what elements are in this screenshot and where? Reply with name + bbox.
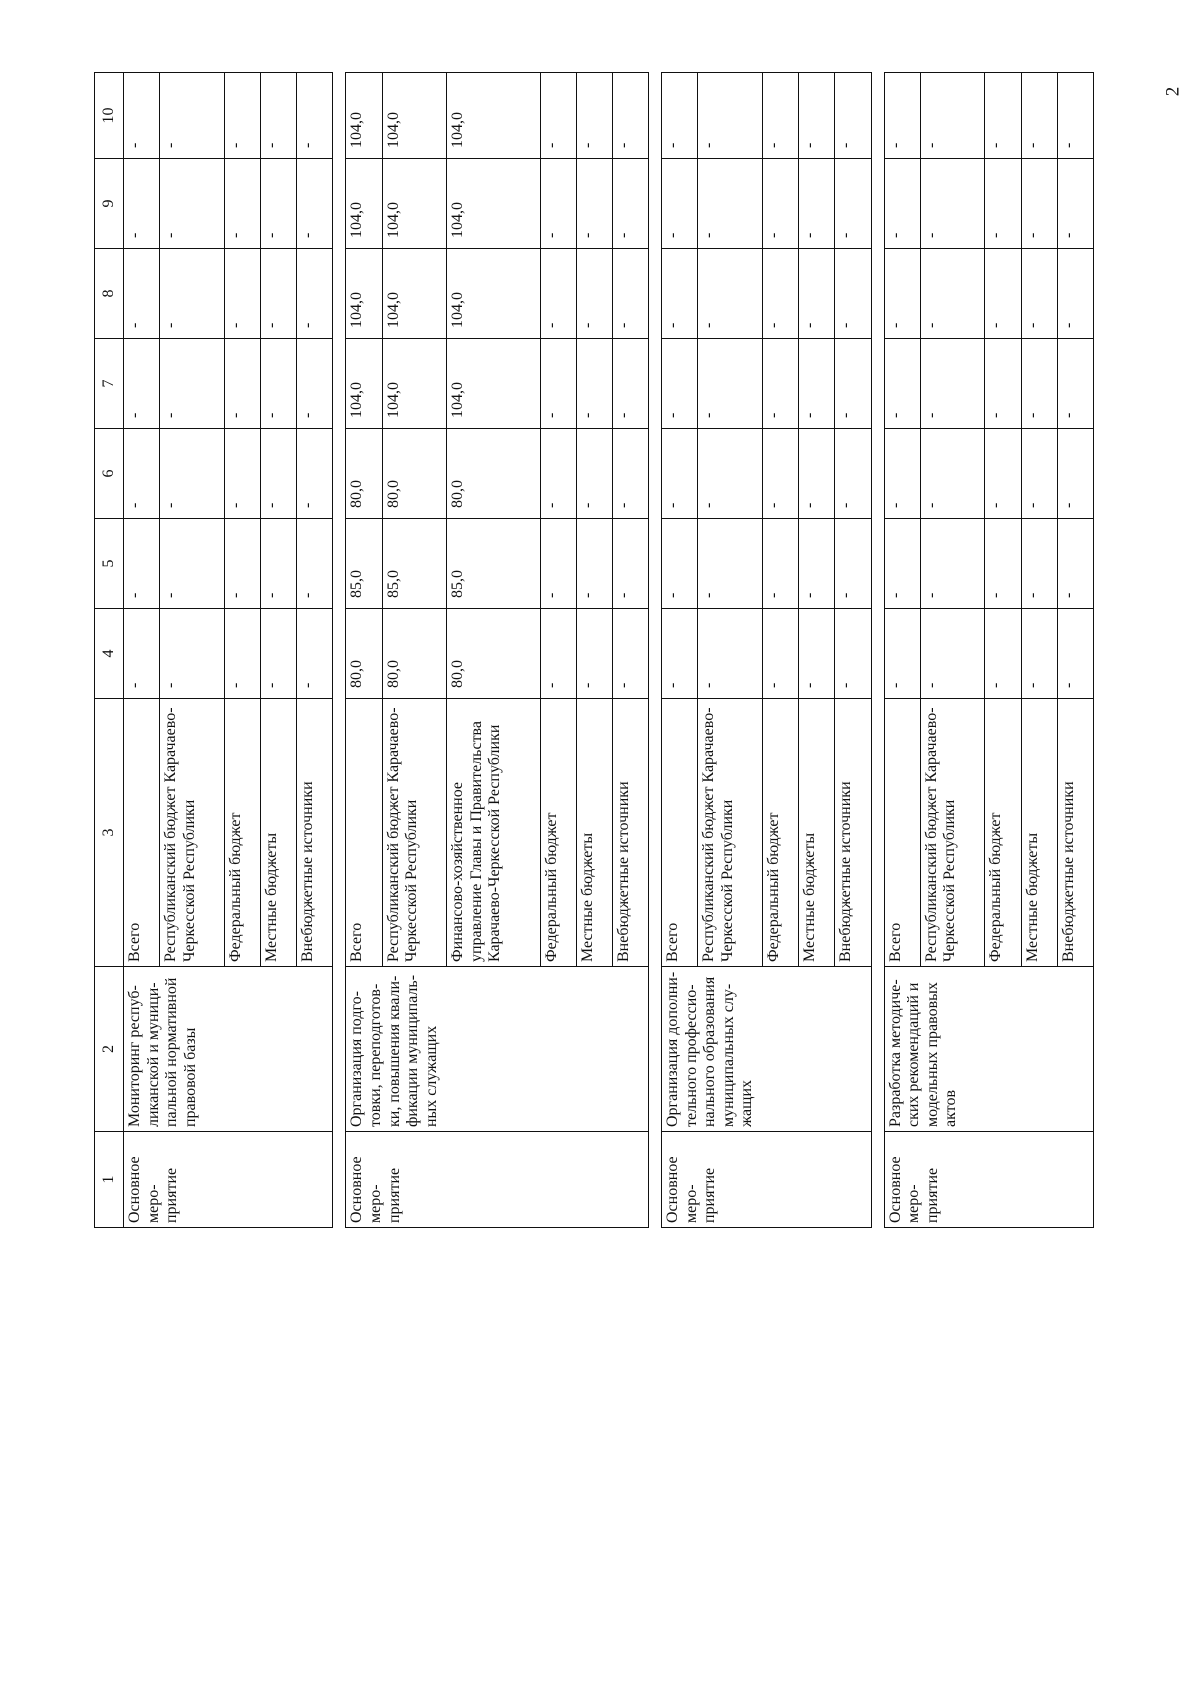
funding-source-cell: Федеральный бюджет [985, 699, 1021, 967]
value-cell: - [1021, 339, 1057, 429]
value-cell: 80,0 [346, 609, 382, 699]
value-cell: - [160, 339, 225, 429]
value-cell: - [160, 73, 225, 159]
funding-source-cell: Республиканский бюджет Карачаево-Черкесской Республики [382, 699, 447, 967]
value-cell: - [1057, 609, 1093, 699]
value-cell: - [884, 159, 920, 249]
value-cell: - [799, 73, 835, 159]
value-cell: - [920, 249, 985, 339]
value-cell: - [985, 159, 1021, 249]
value-cell: - [799, 249, 835, 339]
value-cell: - [835, 249, 871, 339]
table-row [884, 73, 920, 1228]
value-cell: - [662, 339, 698, 429]
value-cell: 104,0 [346, 249, 382, 339]
value-cell: - [540, 429, 576, 519]
value-cell: - [576, 159, 612, 249]
value-cell: - [762, 73, 798, 159]
table-row [346, 73, 382, 1228]
funding-source-cell: Внебюджетные источники [1057, 699, 1093, 967]
funding-source-cell: Республиканский бюджет Карачаево-Черкесской Республики [698, 699, 763, 967]
separator-cell [333, 73, 346, 1228]
value-cell: 104,0 [447, 73, 540, 159]
value-cell: - [698, 73, 763, 159]
value-cell: - [762, 339, 798, 429]
value-cell: - [1021, 159, 1057, 249]
header-row [95, 73, 124, 1228]
value-cell: 85,0 [447, 519, 540, 609]
value-cell: - [576, 519, 612, 609]
group-separator [333, 73, 346, 1228]
value-cell: - [884, 519, 920, 609]
activity-name-cell: Разработка методиче-ских рекомендаций и модельных правовых актов [884, 967, 1094, 1132]
value-cell: - [160, 429, 225, 519]
header-cell: 5 [95, 519, 124, 609]
value-cell: 85,0 [346, 519, 382, 609]
value-cell: - [261, 519, 297, 609]
value-cell: - [612, 73, 648, 159]
activity-name-cell: Мониторинг респуб-ликанской и муници-пальной нормативной правовой базы [124, 967, 333, 1132]
value-cell: - [612, 429, 648, 519]
value-cell: - [124, 519, 160, 609]
value-cell: - [884, 249, 920, 339]
separator-cell [871, 73, 884, 1228]
separator-cell [649, 73, 662, 1228]
funding-source-cell: Финансово-хозяйственное управление Главы и Правительства Карачаево-Черкесской Республики [447, 699, 540, 967]
value-cell: - [124, 429, 160, 519]
value-cell: - [985, 73, 1021, 159]
header-cell: 4 [95, 609, 124, 699]
value-cell: - [698, 519, 763, 609]
funding-source-cell: Местные бюджеты [261, 699, 297, 967]
value-cell: - [1057, 73, 1093, 159]
header-cell: 6 [95, 429, 124, 519]
value-cell: - [1057, 249, 1093, 339]
table-row [662, 73, 698, 1228]
group-separator [871, 73, 884, 1228]
value-cell: - [835, 73, 871, 159]
value-cell: - [920, 609, 985, 699]
value-cell: - [662, 249, 698, 339]
funding-source-cell: Местные бюджеты [1021, 699, 1057, 967]
value-cell: - [1057, 519, 1093, 609]
value-cell: - [884, 609, 920, 699]
header-cell: 7 [95, 339, 124, 429]
funding-source-cell: Внебюджетные источники [835, 699, 871, 967]
value-cell: - [1057, 159, 1093, 249]
value-cell: - [920, 159, 985, 249]
value-cell: - [224, 159, 260, 249]
header-cell: 9 [95, 159, 124, 249]
value-cell: - [835, 609, 871, 699]
value-cell: - [160, 159, 225, 249]
value-cell: - [540, 73, 576, 159]
value-cell: - [985, 339, 1021, 429]
activity-type-cell: Основное меро-приятие [346, 1132, 649, 1228]
value-cell: - [261, 159, 297, 249]
value-cell: - [799, 519, 835, 609]
value-cell: - [884, 339, 920, 429]
header-cell: 10 [95, 73, 124, 159]
value-cell: - [662, 609, 698, 699]
value-cell: - [835, 519, 871, 609]
value-cell: 104,0 [382, 249, 447, 339]
value-cell: - [261, 73, 297, 159]
value-cell: 104,0 [382, 339, 447, 429]
value-cell: - [662, 73, 698, 159]
value-cell: - [224, 73, 260, 159]
value-cell: - [698, 429, 763, 519]
value-cell: - [799, 609, 835, 699]
value-cell: - [920, 519, 985, 609]
funding-table [94, 72, 1094, 1228]
value-cell: - [799, 339, 835, 429]
activity-name-cell: Организация дополни-тельного профессио-нального образования муниципальных слу-жащих [662, 967, 871, 1132]
value-cell: - [297, 249, 333, 339]
value-cell: - [612, 159, 648, 249]
value-cell: - [224, 429, 260, 519]
value-cell: - [612, 609, 648, 699]
value-cell: - [540, 159, 576, 249]
value-cell: - [1021, 519, 1057, 609]
value-cell: - [540, 249, 576, 339]
funding-source-cell: Федеральный бюджет [540, 699, 576, 967]
value-cell: - [576, 73, 612, 159]
value-cell: - [261, 249, 297, 339]
value-cell: - [1021, 429, 1057, 519]
value-cell: - [762, 249, 798, 339]
value-cell: - [297, 159, 333, 249]
value-cell: - [224, 249, 260, 339]
value-cell: - [540, 519, 576, 609]
value-cell: - [1021, 249, 1057, 339]
value-cell: - [261, 339, 297, 429]
value-cell: - [920, 429, 985, 519]
value-cell: - [297, 519, 333, 609]
value-cell: - [540, 609, 576, 699]
funding-source-cell: Федеральный бюджет [762, 699, 798, 967]
value-cell: - [124, 249, 160, 339]
value-cell: - [799, 429, 835, 519]
page-number: 2 [1162, 86, 1184, 97]
value-cell: - [576, 249, 612, 339]
value-cell: - [261, 429, 297, 519]
value-cell: - [297, 609, 333, 699]
value-cell: - [1021, 609, 1057, 699]
value-cell: - [985, 429, 1021, 519]
value-cell: - [160, 519, 225, 609]
value-cell: - [884, 73, 920, 159]
value-cell: - [762, 609, 798, 699]
value-cell: - [662, 429, 698, 519]
value-cell: - [160, 609, 225, 699]
value-cell: - [835, 339, 871, 429]
group-separator [649, 73, 662, 1228]
header-cell: 1 [95, 1132, 124, 1228]
activity-type-cell: Основное меро-приятие [124, 1132, 333, 1228]
value-cell: - [576, 339, 612, 429]
value-cell: 80,0 [447, 609, 540, 699]
value-cell: 104,0 [346, 159, 382, 249]
value-cell: - [124, 159, 160, 249]
value-cell: - [762, 159, 798, 249]
value-cell: - [698, 159, 763, 249]
value-cell: - [261, 609, 297, 699]
value-cell: 104,0 [382, 73, 447, 159]
activity-name-cell: Организация подго-товки, переподготов-ки, повышения квали-фикации муниципаль-ных служащих [346, 967, 649, 1132]
funding-source-cell: Всего [662, 699, 698, 967]
value-cell: - [835, 159, 871, 249]
value-cell: - [920, 73, 985, 159]
value-cell: - [124, 339, 160, 429]
activity-type-cell: Основное меро-приятие [884, 1132, 1094, 1228]
header-cell: 8 [95, 249, 124, 339]
value-cell: - [612, 249, 648, 339]
value-cell: - [612, 519, 648, 609]
value-cell: - [224, 609, 260, 699]
value-cell: - [1057, 339, 1093, 429]
value-cell: 104,0 [346, 73, 382, 159]
funding-source-cell: Республиканский бюджет Карачаево-Черкесской Республики [920, 699, 985, 967]
value-cell: 104,0 [447, 159, 540, 249]
value-cell: - [297, 73, 333, 159]
value-cell: - [1021, 73, 1057, 159]
value-cell: - [985, 609, 1021, 699]
value-cell: - [1057, 429, 1093, 519]
value-cell: - [985, 519, 1021, 609]
value-cell: 104,0 [447, 249, 540, 339]
header-cell: 2 [95, 967, 124, 1132]
funding-source-cell: Местные бюджеты [799, 699, 835, 967]
table-row [124, 73, 160, 1228]
funding-source-cell: Всего [346, 699, 382, 967]
value-cell: 104,0 [346, 339, 382, 429]
value-cell: - [920, 339, 985, 429]
funding-source-cell: Местные бюджеты [576, 699, 612, 967]
value-cell: - [698, 339, 763, 429]
activity-type-cell: Основное меро-приятие [662, 1132, 871, 1228]
funding-source-cell: Всего [884, 699, 920, 967]
value-cell: - [297, 429, 333, 519]
funding-source-cell: Внебюджетные источники [297, 699, 333, 967]
funding-source-cell: Федеральный бюджет [224, 699, 260, 967]
value-cell: - [297, 339, 333, 429]
funding-source-cell: Внебюджетные источники [612, 699, 648, 967]
funding-source-cell: Республиканский бюджет Карачаево-Черкесской Республики [160, 699, 225, 967]
value-cell: - [124, 73, 160, 159]
value-cell: - [160, 249, 225, 339]
value-cell: - [884, 429, 920, 519]
rotated-table-container [94, 73, 1094, 1228]
funding-source-cell: Всего [124, 699, 160, 967]
value-cell: - [662, 519, 698, 609]
header-cell: 3 [95, 699, 124, 967]
value-cell: 80,0 [447, 429, 540, 519]
value-cell: - [762, 519, 798, 609]
value-cell: 80,0 [382, 609, 447, 699]
value-cell: - [985, 249, 1021, 339]
value-cell: 80,0 [346, 429, 382, 519]
value-cell: - [540, 339, 576, 429]
value-cell: - [576, 609, 612, 699]
value-cell: - [762, 429, 798, 519]
value-cell: - [224, 339, 260, 429]
value-cell: - [124, 609, 160, 699]
value-cell: 80,0 [382, 429, 447, 519]
table-body [124, 73, 1094, 1228]
value-cell: - [612, 339, 648, 429]
value-cell: - [698, 609, 763, 699]
value-cell: - [662, 159, 698, 249]
value-cell: - [576, 429, 612, 519]
value-cell: - [799, 159, 835, 249]
value-cell: 104,0 [447, 339, 540, 429]
value-cell: 104,0 [382, 159, 447, 249]
value-cell: 85,0 [382, 519, 447, 609]
value-cell: - [698, 249, 763, 339]
value-cell: - [224, 519, 260, 609]
value-cell: - [835, 429, 871, 519]
